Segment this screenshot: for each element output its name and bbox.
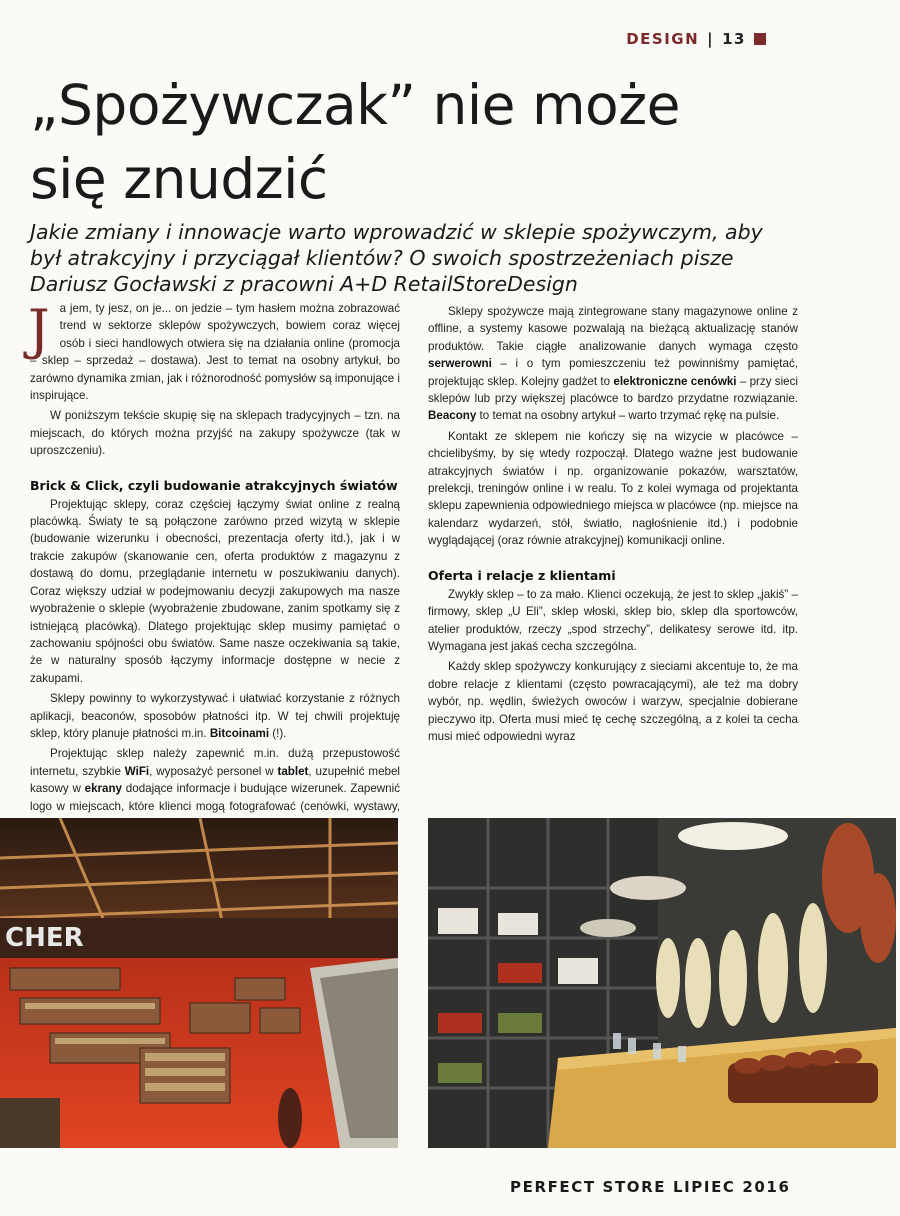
deli-illustration xyxy=(428,818,896,1148)
paragraph-7: Kontakt ze sklepem nie kończy się na wizycie w placówce – chcielibyśmy, by się wtedy rozpoczął. Dlatego ważne jest budowanie atrakcyjnych światów i np. organizowanie pokazów, warsztatów, prelekcji, treningów online i w realu. To z kolei wymaga od projektanta sklepu zapewnienia odpowiedniego miejsca w placówce (np. miejsce na kalendarz wydarzeń, stół, światło, nagłośnienie itd.) i podobnie wyglądającej (oraz równie atrakcyjnej) komunikacji online. xyxy=(428,429,798,548)
paragraph-1-text: a jem, ty jesz, on je... on jedzie – tym hasłem można zobrazować trend w sektorze sklepów spożywczych, bowiem coraz więcej osób i sieci handlowych otwiera się na działania online (promocja – sklep – sprzedaż – dostawa). Jest to temat na osobny artykuł, bo zarówno dynamika zmian, jak i różnorodność pomysłów są imponujące i inspirujące. xyxy=(30,302,400,403)
article-lead: Jakie zmiany i innowacje warto wprowadzić w sklepie spożywczym, aby był atrakcyjny i przyciągał klientów? O swoich spostrzeżeniach pisze Dariusz Gocławski z pracowni A+D RetailStoreDesign xyxy=(30,220,763,296)
title-line-2: się znudzić xyxy=(30,147,328,211)
paragraph-8: Zwykły sklep – to za mało. Klienci oczekują, że jest to sklep „jakiś” – firmowy, sklep „U Eli”, sklep włoski, sklep bio, sklep dla sportowców, atelier produktów, rzeczy „spod strzechy”, delikatesy serowe itd. itp. Wymagana jest jakaś cecha szczególna. xyxy=(428,587,798,653)
photo-deli xyxy=(428,818,896,1148)
p5-a: Projektując sklep należy zapewnić m.in. dużą przepustowość internetu, szybkie xyxy=(30,747,400,778)
paragraph-3: Projektując sklepy, coraz częściej łączymy świat online z realną placówką. Światy te są połączone zarówno przed wizytą w sklepie (budowanie wizerunku i obecności, prezentacja oferty itd.), jak i w trakcie zakupów (skanowanie cen, oferta produktów z magazynu z dostawą do domu, przeglądanie internetu w poszukiwaniu danych). Coraz większy udział w podejmowaniu decyzji zakupowych ma nasze wyobrażenie o sklepie (wyobrażenie zbudowane, zanim spotkamy się z istniejącą placówką). Dlatego projektując sklep musimy pamiętać o zachowaniu spójności obu światów. Same nasze oczekiwania są takie, że w naturalny sposób łączymy informacje dostępne w necie z zakupami. xyxy=(30,497,400,685)
paragraph-2: W poniższym tekście skupię się na sklepach tradycyjnych – tzn. na miejscach, do których można przyjść na zakupy spożywcze (tak w uproszczeniu). xyxy=(30,409,400,458)
bold-tablet: tablet xyxy=(277,764,309,778)
page-footer: PERFECT STORE LIPIEC 2016 xyxy=(510,1178,791,1196)
bold-cenowki: elektroniczne cenówki xyxy=(613,374,737,388)
header-separator: | xyxy=(707,30,715,48)
p5-c: , wyposażyć personel w xyxy=(149,764,278,778)
p6-c: – i o tym pomieszczeniu też powinniśmy pamiętać, projektując sklep. Kolejny gadżet to xyxy=(428,357,798,388)
article-title xyxy=(30,68,790,216)
paragraph-1 xyxy=(30,300,400,404)
p5-d: , uzupełnić mebel kasowy w xyxy=(30,764,400,796)
paragraph-4 xyxy=(30,690,400,742)
bold-ekrany: ekrany xyxy=(84,782,123,796)
p5-e: dodające informacje i budujące wizerunek. Zapewnić logo w miejscach, które klienci mogą fotografować (cenówki, wystawy, xyxy=(30,782,400,813)
paragraph-6 xyxy=(428,303,798,425)
paragraph-4-text: Sklepy powinny to wykorzystywać i ułatwiać korzystanie z różnych aplikacji, beaconów, sposobów płatności itp. W tej chwili projektuję sklep, który planuje płatności m.in. xyxy=(30,692,400,740)
column-left xyxy=(30,300,400,832)
p6-a: Sklepy spożywcze mają zintegrowane stany magazynowe online z offline, a systemy kasowe pozwalają na bieżącą aktualizację stanów produktów. Takie ciągłe analizowanie danych wymaga często xyxy=(428,305,798,353)
bold-serwerowni: serwerowni xyxy=(428,357,492,371)
subheading-brick-click: Brick & Click, czyli budowanie atrakcyjnych światów xyxy=(30,477,398,493)
bold-bitcoin: Bitcoinami xyxy=(209,726,270,740)
subheading-oferta: Oferta i relacje z klientami xyxy=(428,567,616,583)
page-number: 13 xyxy=(722,30,746,48)
paragraph-9: Każdy sklep spożywczy konkurujący z sieciami akcentuje to, że ma dobre relacje z klientami (często powracającymi), ale też ma dobry wybór, np. wędlin, świeżych owoców i warzyw, specjalnie dobierane pieczywo itp. Oferta musi mieć tę cechę szczególną, a z kolei ta cecha musi mieć odpowiedni wyraz xyxy=(428,660,798,743)
dropcap: J xyxy=(28,298,50,361)
title-line-1: „Spożywczak” nie może xyxy=(30,73,680,137)
photo-supermarket xyxy=(0,818,398,1148)
bold-beacony: Beacony xyxy=(428,409,477,423)
svg-text:CHER: CHER xyxy=(5,923,84,953)
bold-wifi: WiFi xyxy=(124,764,150,778)
supermarket-illustration xyxy=(0,818,398,1148)
page-header xyxy=(626,30,766,48)
section-label: DESIGN xyxy=(626,30,700,48)
p6-d: – przy sieci sklepów lub przy większej placówce to bardzo przydatne rozwiązanie. xyxy=(428,374,798,406)
header-square-icon xyxy=(754,33,766,45)
p6-e: to temat na osobny artykuł – warto trzymać rękę na pulsie. xyxy=(476,409,780,423)
column-right xyxy=(428,303,798,745)
paragraph-4-end: (!). xyxy=(269,726,287,740)
